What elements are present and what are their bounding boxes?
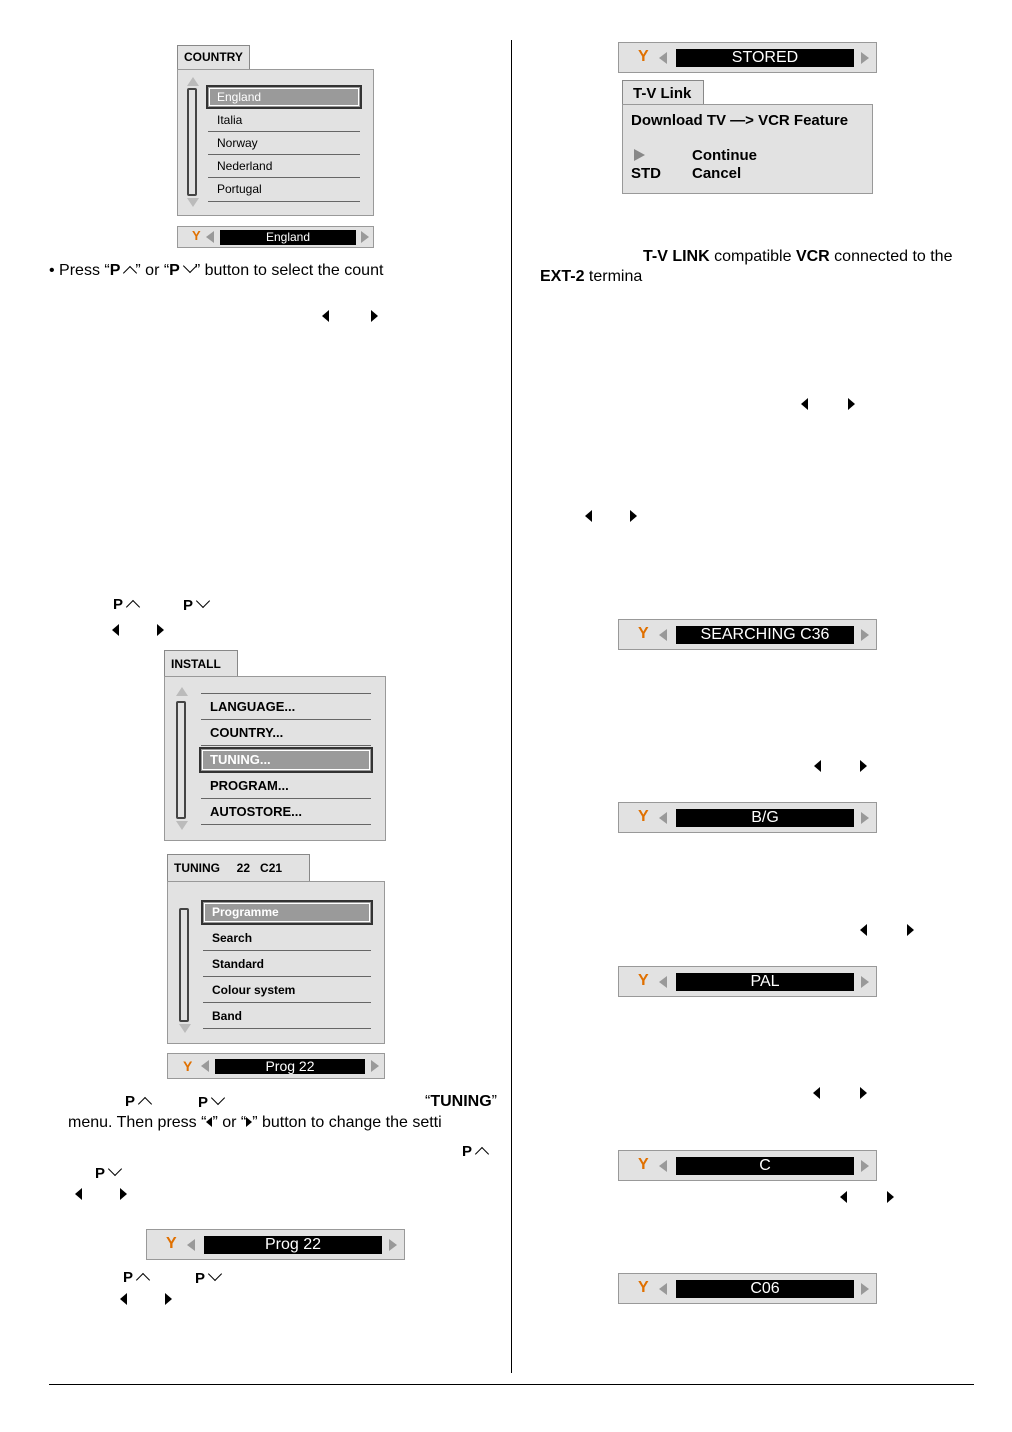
p-down-key: P xyxy=(195,1269,220,1287)
country-bar-value: England xyxy=(220,230,356,245)
install-menu-tab: INSTALL xyxy=(164,650,238,676)
right-arrow-icon xyxy=(860,760,867,772)
right-arrow-icon xyxy=(907,924,914,936)
install-item-country[interactable]: COUNTRY... xyxy=(201,721,371,746)
tuning-item-standard[interactable]: Standard xyxy=(203,952,371,977)
tuning-item-band[interactable]: Band xyxy=(203,1004,371,1029)
continue-option[interactable]: Continue xyxy=(692,147,757,164)
right-arrow-icon xyxy=(165,1293,172,1305)
tuning-bar-value: Prog 22 xyxy=(215,1059,365,1074)
press-country-instruction: • Press “P ” or “P ” button to select the count xyxy=(49,261,383,280)
wrench-icon: Y xyxy=(638,808,649,825)
tuning-menu-label: “TUNING” xyxy=(425,1093,497,1110)
left-arrow-icon xyxy=(206,1117,212,1127)
right-arrow-icon[interactable] xyxy=(361,231,369,243)
right-arrow-icon[interactable] xyxy=(861,976,869,988)
down-chevron-icon xyxy=(211,1091,225,1105)
tvlink-download-line: Download TV —> VCR Feature xyxy=(631,112,849,129)
cancel-option[interactable]: Cancel xyxy=(692,165,742,182)
channel-status-bar xyxy=(618,1273,877,1304)
p-up-key: P xyxy=(123,1269,148,1286)
wrench-icon: Y xyxy=(638,972,649,989)
install-item-tuning[interactable]: TUNING... xyxy=(199,747,373,773)
tuning-item-programme[interactable]: Programme xyxy=(201,900,373,925)
right-arrow-icon xyxy=(860,1087,867,1099)
stored-bar-value: STORED xyxy=(676,49,854,67)
scroll-track[interactable] xyxy=(187,88,197,196)
tuning-item-colour-system[interactable]: Colour system xyxy=(203,978,371,1003)
right-arrow-icon xyxy=(630,510,637,522)
play-icon xyxy=(634,149,645,161)
right-arrow-icon[interactable] xyxy=(861,812,869,824)
up-chevron-icon xyxy=(126,600,140,614)
band-status-bar xyxy=(618,1150,877,1181)
country-item-norway[interactable]: Norway xyxy=(208,134,360,155)
right-arrow-icon xyxy=(371,310,378,322)
tuning-menu-panel xyxy=(167,881,385,1044)
scroll-up-icon[interactable] xyxy=(187,77,199,86)
p-down-key: P xyxy=(95,1164,120,1182)
right-arrow-icon xyxy=(246,1117,252,1127)
left-arrow-icon xyxy=(814,760,821,772)
scroll-down-icon[interactable] xyxy=(187,198,199,207)
searching-status-bar xyxy=(618,619,877,650)
tuning-item-search[interactable]: Search xyxy=(203,926,371,951)
wrench-icon: Y xyxy=(638,48,649,65)
up-chevron-icon xyxy=(475,1147,489,1161)
menu-change-instruction: menu. Then press “ ” or “ ” button to change the setti xyxy=(68,1114,442,1131)
left-arrow-icon xyxy=(840,1191,847,1203)
wrench-icon: Y xyxy=(638,625,649,642)
page-bottom-rule xyxy=(49,1384,974,1385)
left-arrow-icon xyxy=(120,1293,127,1305)
p-up-key: P xyxy=(113,596,138,613)
wrench-icon: Y xyxy=(183,1058,193,1074)
left-arrow-icon[interactable] xyxy=(659,976,667,988)
down-chevron-icon xyxy=(108,1162,122,1176)
country-menu-panel xyxy=(177,69,374,216)
band-bar-value: C xyxy=(676,1157,854,1175)
searching-bar-value: SEARCHING C36 xyxy=(676,626,854,644)
left-arrow-icon xyxy=(813,1087,820,1099)
left-arrow-icon xyxy=(801,398,808,410)
right-arrow-icon[interactable] xyxy=(371,1060,379,1072)
wrench-icon: Y xyxy=(638,1279,649,1296)
tvlink-tab: T-V Link xyxy=(622,80,704,105)
stored-status-bar xyxy=(618,42,877,73)
install-item-language[interactable]: LANGUAGE... xyxy=(201,695,371,720)
wrench-icon: Y xyxy=(166,1235,177,1252)
install-item-program[interactable]: PROGRAM... xyxy=(201,774,371,799)
country-item-italia[interactable]: Italia xyxy=(208,111,360,132)
right-arrow-icon[interactable] xyxy=(861,1160,869,1172)
channel-bar-value: C06 xyxy=(676,1280,854,1298)
prog-status-bar xyxy=(146,1229,405,1260)
standard-bar-value: B/G xyxy=(676,809,854,827)
right-arrow-icon xyxy=(887,1191,894,1203)
p-up-key: P xyxy=(125,1093,150,1110)
right-arrow-icon xyxy=(120,1188,127,1200)
country-item-england[interactable]: England xyxy=(206,85,362,109)
left-arrow-icon[interactable] xyxy=(201,1060,209,1072)
left-arrow-icon[interactable] xyxy=(659,629,667,641)
colour-system-bar-value: PAL xyxy=(676,973,854,991)
scroll-up-icon[interactable] xyxy=(176,687,188,696)
tvlink-instruction-2: EXT-2 termina xyxy=(540,268,643,285)
standard-status-bar xyxy=(618,802,877,833)
tuning-status-bar xyxy=(167,1053,385,1079)
down-chevron-icon xyxy=(196,594,210,608)
up-chevron-icon xyxy=(136,1273,150,1287)
left-arrow-icon[interactable] xyxy=(659,812,667,824)
right-arrow-icon xyxy=(157,624,164,636)
left-arrow-icon xyxy=(585,510,592,522)
country-item-nederland[interactable]: Nederland xyxy=(208,157,360,178)
wrench-icon: Y xyxy=(192,228,201,243)
p-up-key: P xyxy=(462,1143,487,1160)
left-arrow-icon[interactable] xyxy=(187,1239,195,1251)
install-menu-panel xyxy=(164,676,386,841)
left-arrow-icon xyxy=(322,310,329,322)
country-item-portugal[interactable]: Portugal xyxy=(208,180,360,202)
std-key-label: STD xyxy=(631,165,661,182)
right-arrow-icon[interactable] xyxy=(861,629,869,641)
down-chevron-icon xyxy=(208,1267,222,1281)
p-down-key: P xyxy=(183,596,208,614)
left-arrow-icon xyxy=(112,624,119,636)
country-status-bar xyxy=(177,226,374,248)
install-item-autostore[interactable]: AUTOSTORE... xyxy=(201,800,371,825)
scroll-track[interactable] xyxy=(176,701,186,819)
wrench-icon: Y xyxy=(638,1156,649,1173)
up-chevron-icon xyxy=(138,1097,152,1111)
left-arrow-icon[interactable] xyxy=(659,1283,667,1295)
colour-system-status-bar xyxy=(618,966,877,997)
tvlink-panel xyxy=(622,104,873,194)
left-arrow-icon xyxy=(860,924,867,936)
right-arrow-icon[interactable] xyxy=(861,1283,869,1295)
column-divider xyxy=(511,40,512,1373)
right-arrow-icon xyxy=(848,398,855,410)
tvlink-instruction-1: T-V LINK compatible VCR connected to the xyxy=(643,248,953,265)
left-arrow-icon xyxy=(75,1188,82,1200)
country-menu-tab: COUNTRY xyxy=(177,45,250,69)
scroll-track[interactable] xyxy=(179,908,189,1022)
scroll-down-icon[interactable] xyxy=(176,821,188,830)
prog-bar-value: Prog 22 xyxy=(204,1236,382,1254)
left-arrow-icon[interactable] xyxy=(206,231,214,243)
right-arrow-icon[interactable] xyxy=(389,1239,397,1251)
left-arrow-icon[interactable] xyxy=(659,1160,667,1172)
left-arrow-icon[interactable] xyxy=(659,52,667,64)
right-arrow-icon[interactable] xyxy=(861,52,869,64)
p-down-key: P xyxy=(198,1093,223,1111)
scroll-down-icon[interactable] xyxy=(179,1024,191,1033)
tuning-menu-tab: TUNING 22 C21 xyxy=(167,854,310,881)
